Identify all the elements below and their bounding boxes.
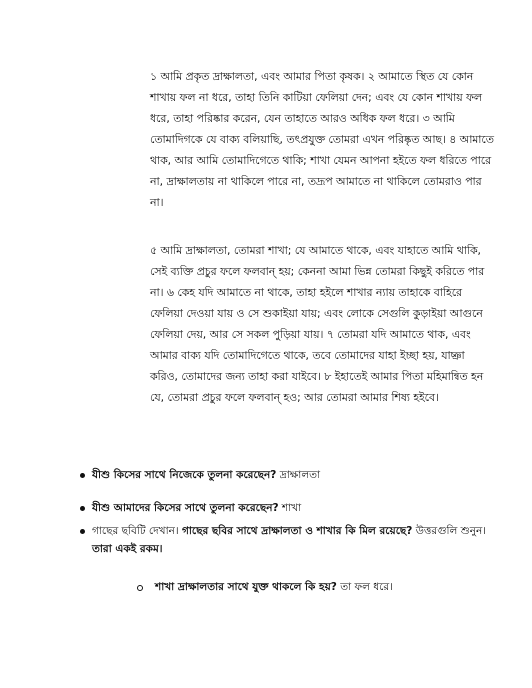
question: যীশু কিসের সাথে নিজেকে তুলনা করেছেন? [92,469,277,481]
passage-paragraph-1: ১ আমি প্রকৃত দ্রাক্ষালতা, এবং আমার পিতা কৃষক। ২ আমাতে স্থিত যে কোন শাখায় ফল না ধরে, তাহা তিনি কাটিয়া ফেলিয়া দেন; এবং যে কোন শাখায় ফল ধরে, তাহা পরিষ্কার করেন, যেন তাহাতে আরও অধিক ফল ধরে। ৩ আমি তোমাদিগকে যে বাক্য বলিয়াছি, তৎপ্রযুক্ত তোমরা এখন পরিষ্কৃত আছ। ৪ আমাতে থাক, আর আমি তোমাদিগেতে থাকি; শাখা যেমন আপনা হইতে ফল ধরিতে পারে না, দ্রাক্ষালতায় না থাকিলে পারে না, তদ্রূপ আমাতে না থাকিলে তোমরাও পার না। [150,70,494,209]
question: শাখা দ্রাক্ষালতার সাথে যুক্ত থাকলে কি হয়? [155,581,337,593]
question-text [92,466,497,484]
question: যীশু আমাদের কিসের সাথে তুলনা করেছেন? [92,502,279,514]
question-text [92,499,497,517]
question-text [92,522,497,558]
answer: শাখা [281,502,302,514]
answer: তারা একই রকম। [92,543,163,555]
bullet-dot-icon [80,506,85,511]
bullet-dot-icon [80,529,85,534]
answer: দ্রাক্ষালতা [279,469,321,481]
question-text [155,578,495,596]
question: গাছের ছবির সাথে দ্রাক্ষালতা ও শাখার কি মিল রয়েছে? [181,525,413,537]
bullet-circle-icon [137,585,143,591]
passage-paragraph-2: ৫ আমি দ্রাক্ষালতা, তোমরা শাখা; যে আমাতে থাকে, এবং যাহাতে আমি থাকি, সেই ব্যক্তি প্রচুর ফলে ফলবান্ হয়; কেননা আমা ভিন্ন তোমরা কিছুই করিতে পার না। ৬ কেহ যদি আমাতে না থাকে, তাহা হইলে শাখার ন্যায় তাহাকে বাহিরে ফেলিয়া দেওয়া যায় ও সে শুকাইয়া যায়; এবং লোকে সেগুলি কুড়াইয়া আগুনে ফেলিয়া দেয়, আর সে সকল পুড়িয়া যায়। ৭ তোমরা যদি আমাতে থাক, এবং আমার বাক্য যদি তোমাদিগেতে থাকে, তবে তোমাদের যাহা ইচ্ছা হয়, যাচ্ঞা করিও, তোমাদের জন্য তাহা করা যাইবে। ৮ ইহাতেই আমার পিতা মহিমান্বিত হন যে, তোমরা প্রচুর ফলে ফলবান্ হও; আর তোমরা আমার শিষ্য হইবে। [150,244,485,404]
answer: তা ফল ধরে। [340,581,393,593]
instruction: উত্তরগুলি শুনুন। [415,525,487,537]
prompt: গাছের ছবিটি দেখান। [92,525,179,537]
bullet-dot-icon [80,473,85,478]
